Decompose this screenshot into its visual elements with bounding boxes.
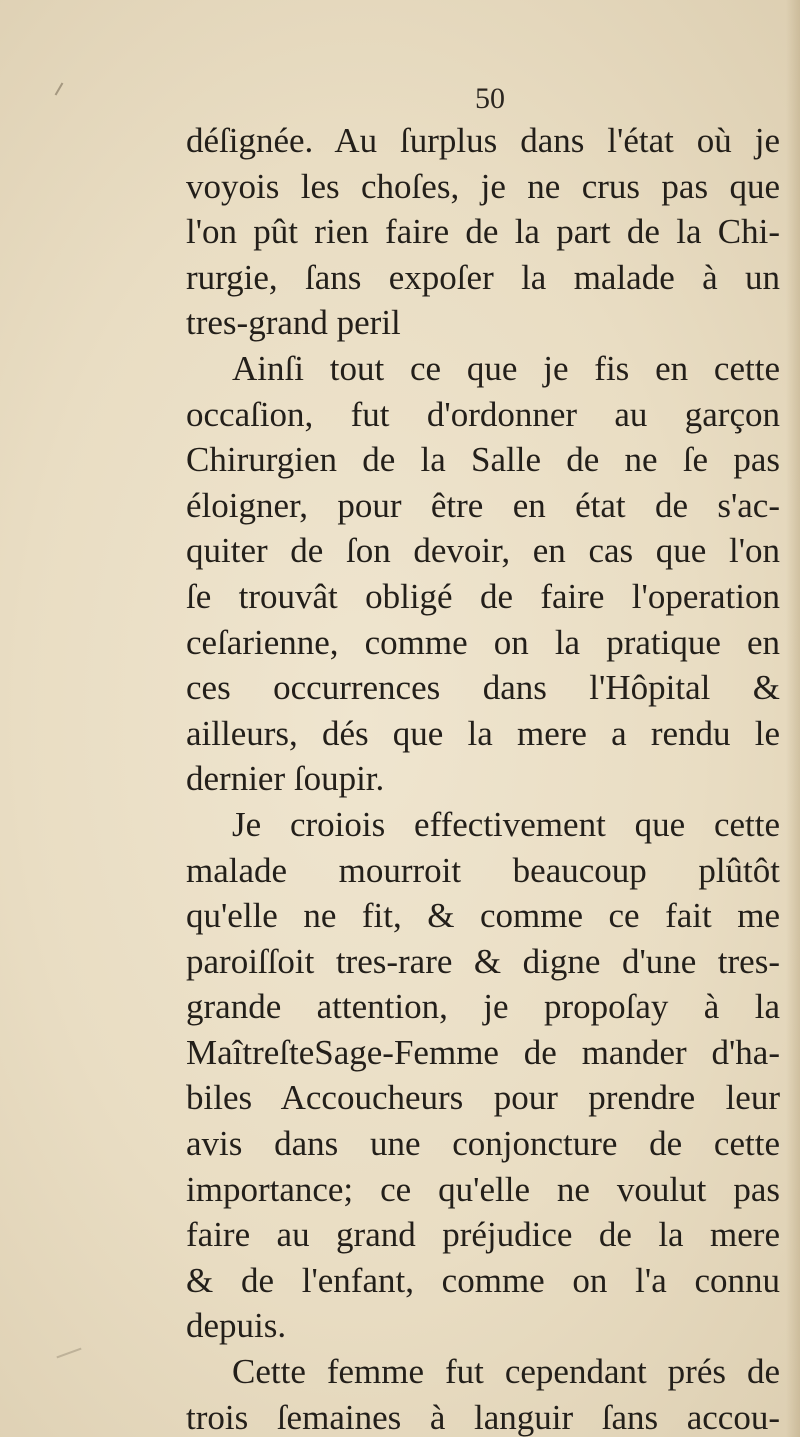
text-line: dernier ſoupir. [186, 759, 385, 799]
page-number: 50 [475, 82, 505, 115]
text-line: qu'elle ne fit, & comme ce fait me [186, 896, 780, 936]
text-line: paroiſſoit tres-rare & digne d'une tres- [186, 941, 780, 981]
text-line: & de l'enfant, comme on l'a connu [186, 1260, 780, 1300]
page-edge-shadow [786, 0, 800, 1437]
text-line: Ainſi tout ce que je fis en cette [232, 348, 780, 388]
text-line: ſe trouvât obligé de faire l'operation [186, 576, 780, 616]
text-line: depuis. [186, 1306, 287, 1346]
margin-mark-bottom [56, 1348, 81, 1359]
text-line: biles Accoucheurs pour prendre leur [186, 1078, 780, 1118]
text-line: grande attention, je propoſay à la [186, 987, 780, 1027]
text-line: avis dans une conjoncture de cette [186, 1124, 780, 1164]
text-line: déſignée. Au ſurplus dans l'état où je [186, 121, 780, 160]
text-line: l'on pût rien faire de la part de la Chi- [186, 212, 780, 252]
text-line: quiter de ſon devoir, en cas que l'on [186, 531, 780, 571]
text-line: faire au grand préjudice de la mere [186, 1215, 780, 1255]
text-line: éloigner, pour être en état de s'ac- [186, 485, 780, 525]
text-line: Chirurgien de la Salle de ne ſe pas [186, 440, 780, 480]
text-line: voyois les choſes, je ne crus pas que [186, 166, 780, 206]
text-line: Je croiois effectivement que cette [232, 804, 780, 844]
text-line: tres-grand peril [186, 303, 401, 343]
text-line: Cette femme fut cependant prés de [232, 1352, 780, 1392]
text-line: trois ſemaines à languir ſans accou- [186, 1397, 780, 1437]
text-line: rurgie, ſans expoſer la malade à un [186, 257, 780, 297]
text-line: ailleurs, dés que la mere a rendu le [186, 713, 780, 753]
text-line: ces occurrences dans l'Hôpital & [186, 668, 780, 708]
text-line: occaſion, fut d'ordonner au garçon [186, 394, 780, 434]
text-line: ceſarienne, comme on la pratique en [186, 622, 780, 662]
text-line: importance; ce qu'elle ne voulut pas [186, 1169, 780, 1209]
text-line: MaîtreſteSage-Femme de mander d'ha- [186, 1032, 780, 1072]
text-line: malade mourroit beaucoup plûtôt [186, 850, 780, 890]
body-text [186, 118, 780, 1437]
